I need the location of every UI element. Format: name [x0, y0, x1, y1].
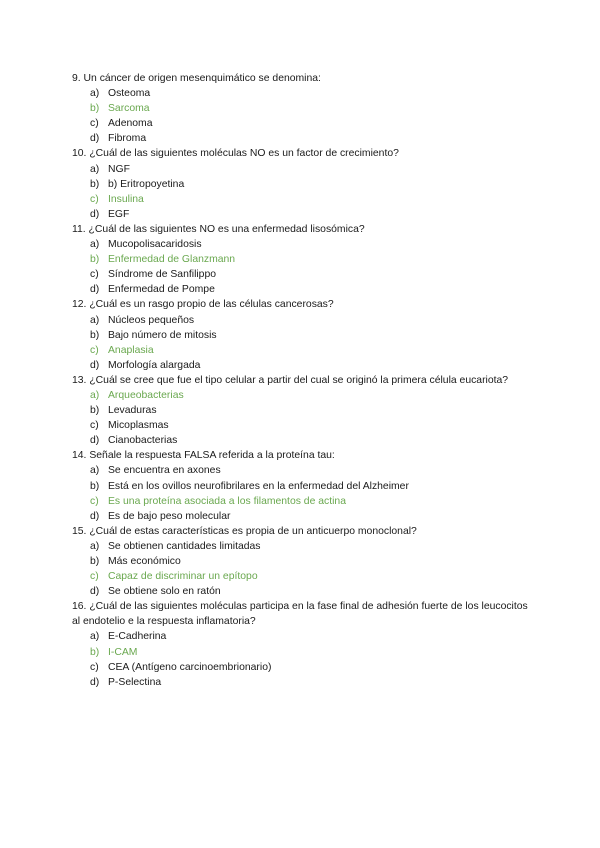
option-letter: c): [90, 495, 99, 507]
question-block: [72, 373, 532, 448]
option-letter: d): [90, 208, 100, 220]
answer-option: [72, 509, 532, 524]
option-text: NGF: [108, 163, 130, 175]
option-letter: b): [90, 646, 100, 658]
option-letter: b): [90, 480, 100, 492]
option-text: b) Eritropoyetina: [108, 178, 185, 190]
option-text: Núcleos pequeños: [108, 314, 195, 326]
option-letter: a): [90, 631, 100, 643]
option-letter: b): [90, 405, 100, 417]
option-text: Se encuentra en axones: [108, 465, 221, 477]
answer-option-correct: [72, 569, 532, 584]
answer-option: [72, 116, 532, 131]
question-block: [72, 524, 532, 599]
option-text: Osteoma: [108, 88, 151, 100]
question-text: 13. ¿Cuál se cree que fue el tipo celular a partir del cual se originó la primera célula eucariota?: [72, 374, 509, 386]
option-text: Capaz de discriminar un epítopo: [108, 571, 258, 583]
answer-option: [72, 554, 532, 569]
option-text: Sarcoma: [108, 103, 150, 115]
option-letter: a): [90, 314, 100, 326]
option-letter: d): [90, 586, 100, 598]
option-text: Insulina: [108, 193, 144, 205]
question-block: [72, 297, 532, 372]
option-letter: d): [90, 435, 100, 447]
answer-option: [72, 313, 532, 328]
option-text: Es una proteína asociada a los filamentos de actina: [108, 495, 346, 507]
option-letter: d): [90, 284, 100, 296]
option-text: Enfermedad de Glanzmann: [108, 254, 236, 266]
option-text: Se obtiene solo en ratón: [108, 586, 221, 598]
question-text: 15. ¿Cuál de estas características es propia de un anticuerpo monoclonal?: [72, 525, 417, 537]
option-letter: c): [90, 571, 99, 583]
question-text: 16. ¿Cuál de las siguientes moléculas participa en la fase final de adhesión fuerte de los leucocitos al endotelio e la respuesta inflamatoria?: [72, 601, 528, 628]
option-text: Micoplasmas: [108, 420, 169, 432]
answer-option-correct: [72, 343, 532, 358]
option-text: Síndrome de Sanfilippo: [108, 269, 217, 281]
answer-option: [72, 403, 532, 418]
option-letter: b): [90, 254, 100, 266]
question-list: [72, 71, 532, 690]
answer-options: [72, 237, 532, 297]
answer-option: [72, 86, 532, 101]
answer-option: [72, 675, 532, 690]
option-letter: c): [90, 193, 99, 205]
answer-options: [72, 463, 532, 523]
option-letter: b): [90, 556, 100, 567]
answer-option-correct: [72, 192, 532, 207]
answer-option: [72, 162, 532, 177]
answer-option: [72, 207, 532, 222]
answer-option: [72, 418, 532, 433]
answer-options: [72, 162, 532, 222]
option-text: Anaplasia: [108, 344, 154, 356]
option-text: Bajo número de mitosis: [108, 329, 217, 341]
answer-option-correct: [72, 101, 532, 116]
option-letter: a): [90, 88, 100, 100]
answer-option: [72, 267, 532, 282]
option-letter: b): [90, 178, 100, 190]
question-block: [72, 222, 532, 297]
answer-option-correct: [72, 645, 532, 660]
answer-option: [72, 463, 532, 478]
option-text: P-Selectina: [108, 676, 162, 688]
option-text: EGF: [108, 208, 130, 220]
answer-options: [72, 313, 532, 373]
option-letter: b): [90, 329, 100, 341]
answer-options: [72, 388, 532, 448]
option-text: Adenoma: [108, 118, 153, 130]
option-text: Se obtienen cantidades limitadas: [108, 540, 261, 552]
option-letter: d): [90, 676, 100, 688]
option-letter: a): [90, 239, 100, 251]
option-text: Más económico: [108, 556, 181, 567]
answer-option: [72, 177, 532, 192]
question-block: [72, 146, 532, 221]
answer-option: [72, 539, 532, 554]
option-letter: c): [90, 118, 99, 130]
option-text: E-Cadherina: [108, 631, 167, 643]
option-text: Morfología alargada: [108, 359, 201, 371]
option-letter: b): [90, 103, 100, 115]
option-text: Enfermedad de Pompe: [108, 284, 215, 296]
answer-option: [72, 629, 532, 644]
option-text: Mucopolisacaridosis: [108, 239, 202, 251]
option-letter: c): [90, 269, 99, 281]
answer-option: [72, 328, 532, 343]
option-text: Fibroma: [108, 133, 147, 145]
option-text: Está en los ovillos neurofibrilares en la enfermedad del Alzheimer: [108, 480, 409, 492]
answer-option: [72, 358, 532, 373]
option-text: Cianobacterias: [108, 435, 178, 447]
option-text: CEA (Antígeno carcinoembrionario): [108, 661, 272, 673]
option-letter: a): [90, 465, 100, 477]
question-block: [72, 71, 532, 146]
answer-option: [72, 479, 532, 494]
answer-option: [72, 131, 532, 146]
answer-option: [72, 237, 532, 252]
option-text: I-CAM: [108, 646, 138, 658]
option-letter: c): [90, 420, 99, 432]
option-letter: d): [90, 359, 100, 371]
answer-options: [72, 86, 532, 146]
option-text: Arqueobacterias: [108, 389, 184, 401]
option-letter: d): [90, 133, 100, 145]
answer-option-correct: [72, 252, 532, 267]
answer-option-correct: [72, 494, 532, 509]
question-text: 14. Señale la respuesta FALSA referida a la proteína tau:: [72, 450, 335, 462]
answer-options: [72, 539, 532, 599]
answer-options: [72, 629, 532, 689]
answer-option-correct: [72, 388, 532, 403]
question-block: [72, 599, 532, 690]
option-text: Levaduras: [108, 405, 157, 417]
question-text: 9. Un cáncer de origen mesenquimático se denomina:: [72, 73, 321, 84]
answer-option: [72, 660, 532, 675]
option-letter: a): [90, 389, 100, 401]
question-text: 11. ¿Cuál de las siguientes NO es una enfermedad lisosómica?: [72, 223, 365, 235]
option-letter: a): [90, 540, 100, 552]
option-letter: a): [90, 163, 100, 175]
option-letter: c): [90, 661, 99, 673]
answer-option: [72, 433, 532, 448]
answer-option: [72, 584, 532, 599]
question-text: 10. ¿Cuál de las siguientes moléculas NO es un factor de crecimiento?: [72, 148, 399, 160]
option-text: Es de bajo peso molecular: [108, 510, 231, 522]
option-letter: c): [90, 344, 99, 356]
question-block: [72, 448, 532, 523]
question-text: 12. ¿Cuál es un rasgo propio de las células cancerosas?: [72, 299, 334, 311]
option-letter: d): [90, 510, 100, 522]
answer-option: [72, 282, 532, 297]
